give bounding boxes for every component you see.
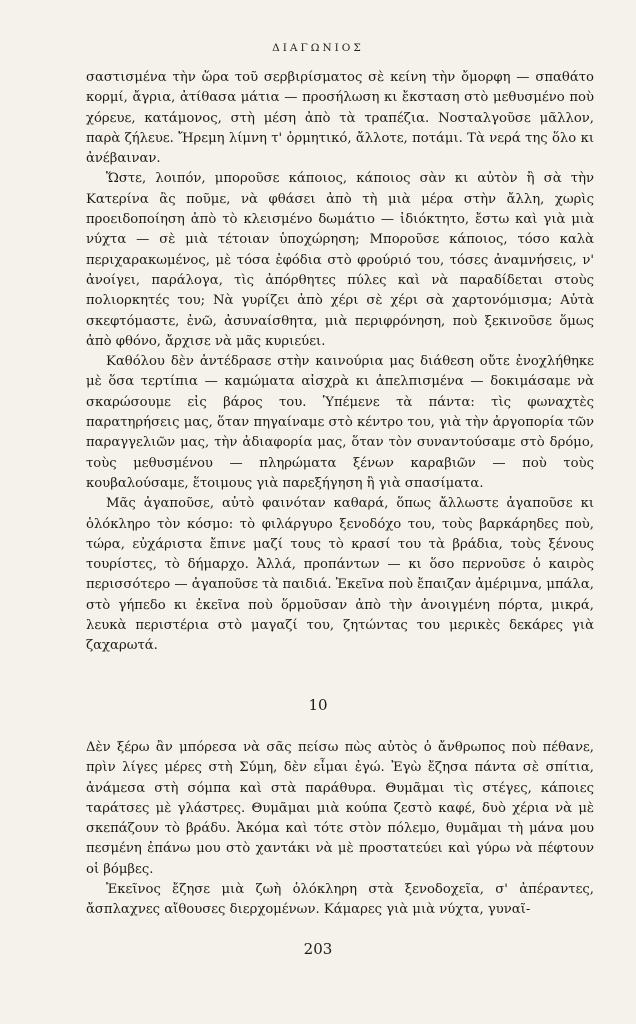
chapter-number: 10 xyxy=(308,696,328,714)
page-number: 203 xyxy=(303,940,333,958)
text-block-bottom xyxy=(86,738,594,921)
paragraph: Δὲν ξέρω ἂν μπόρεσα νὰ σᾶς πείσω πὼς αὐτὸς ὁ ἄνθρωπος ποὺ πέθανε, πρὶν λίγες μέρες στὴ Σύμη, δὲν εἶμαι ἐγώ. Ἐγὼ ἔζησα πάντα σὲ σπίτια, ἀνάμεσα στὴ σόμπα καὶ στὰ παράθυρα. Θυμᾶμαι τὶς στέγες, κάποιες ταράτσες μὲ γλάστρες. Θυμᾶμαι μιὰ κούπα ζεστὸ καφέ, δυὸ χέρια νὰ μὲ σκεπάζουν τὸ βράδυ. Ἀκόμα καὶ τότε στὸν πόλεμο, θυμᾶμαι τὴ μάνα μου πεσμένη ἐπάνω μου στὸ χαντάκι νὰ μὲ προστατεύει καὶ γύρω νὰ πέφτουν οἱ βόμβες. xyxy=(86,740,594,877)
paragraph-continued: σαστισμένα τὴν ὥρα τοῦ σερβιρίσματος σὲ κείνη τὴν ὄμορφη — σπαθάτο κορμί, ἄγρια, ἀτίθασα μάτια — προσήλωση κι ἔκσταση στὸ μεθυσμένο ποὺ χόρευε, κατάμονος, στὴ μέση ἀπὸ τὰ τραπέζια. Νοσταλγοῦσε μᾶλλον, παρὰ ζήλευε. Ἤρεμη λίμνη τ' ὁρμητικό, ἄλλοτε, ποτάμι. Τὰ νερά της ὅλο κι ἀνέβαιναν. xyxy=(86,70,594,167)
paragraph: Ἐκεῖνος ἔζησε μιὰ ζωὴ ὁλόκληρη στὰ ξενοδοχεῖα, σ' ἀπέραντες, ἄσπλαχνες αἴθουσες διερχομένων. Κάμαρες γιὰ μιὰ νύχτα, γυναῖ- xyxy=(86,882,594,918)
paragraph: Ὥστε, λοιπόν, μποροῦσε κάποιος, κάποιος σὰν κι αὐτὸν ἢ σὰ τὴν Κατερίνα ἂς ποῦμε, νὰ φθάσει ἀπὸ τὴ μιὰ μέρα στὴν ἄλλη, χωρὶς προειδοποίηση ἀπὸ τὸ κλεισμένο δωμάτιο — ἰδιόκτητο, ἔστω καὶ γιὰ μιὰ νύχτα — σὲ μιὰ τέτοιαν ὑποχώρηση; Μποροῦσε κάποιος, τόσο καλὰ περιχαρακωμένος, μὲ τόσα ἐφόδια στὸ φρούριό του, τόσες ἀναμνήσεις, ν' ἀνοίγει, παράλογα, τὶς ἀπόρθητες πύλες καὶ νὰ παραδίδεται στοὺς πολιορκητές του; Νὰ γυρίζει ἀπὸ χέρι σὲ χέρι σὰ χαρτονόμισμα; Αὐτὰ σκεφτόμαστε, ἐνῶ, ἀσυναίσθητα, μιὰ περιφρόνηση, ποὺ ξεκινοῦσε ὅμως ἀπὸ φθόνο, ἄρχισε νὰ μᾶς κυριεύει. xyxy=(86,171,594,349)
text-block-top xyxy=(86,68,594,657)
running-head: ΔΙΑΓΩΝΙΟΣ xyxy=(272,42,364,54)
paragraph: Μᾶς ἀγαποῦσε, αὐτὸ φαινόταν καθαρά, ὅπως ἄλλωστε ἀγαποῦσε κι ὁλόκληρο τὸν κόσμο: τὸ φιλάργυρο ξενοδόχο του, τοὺς βαρκάρηδες ποὺ, τώρα, εὐχάριστα ἔπινε μαζί τους τὸ κρασί του τὰ βράδια, τοὺς ξένους τουρίστες, τὸ δήμαρχο. Ἀλλά, προπάντων — κι ὅσο περνοῦσε ὁ καιρὸς περισσότερο — ἀγαποῦσε τὰ παιδιά. Ἐκεῖνα ποὺ ἔπαιζαν ἀμέριμνα, μπάλα, στὸ γήπεδο κι ἐκεῖνα ποὺ ὅρμοῦσαν ἀπὸ τὴν ἀνοιγμένη πόρτα, μικρά, λευκὰ περιστέρια στὸ μαγαζί του, ζητώντας του μερικὲς δεκάρες γιὰ ζαχαρωτά. xyxy=(86,496,594,654)
paragraph: Καθόλου δὲν ἀντέδρασε στὴν καινούρια μας διάθεση οὔτε ἐνοχλήθηκε μὲ ὅσα τερτίπια — καμώματα αἰσχρὰ κι ἀπελπισμένα — δοκιμάσαμε νὰ σκαρώσουμε εἰς βάρος του. Ὑπέμενε τὰ πάντα: τὶς φωναχτὲς παρατηρήσεις μας, ὅταν πηγαίναμε στὸ κέντρο του, γιὰ τὴν ἀργοπορία τῶν παραγγελιῶν μας, τὴν ἀδιαφορία μας, ὅταν τὸν συναντούσαμε στὸ δρόμο, τοὺς μεθυσμένου — πληρώματα ξένων καραβιῶν — ποὺ τοὺς κουβαλούσαμε, ἕτοιμους γιὰ παρεξήγηση ἢ γιὰ σπασίματα. xyxy=(86,354,594,491)
